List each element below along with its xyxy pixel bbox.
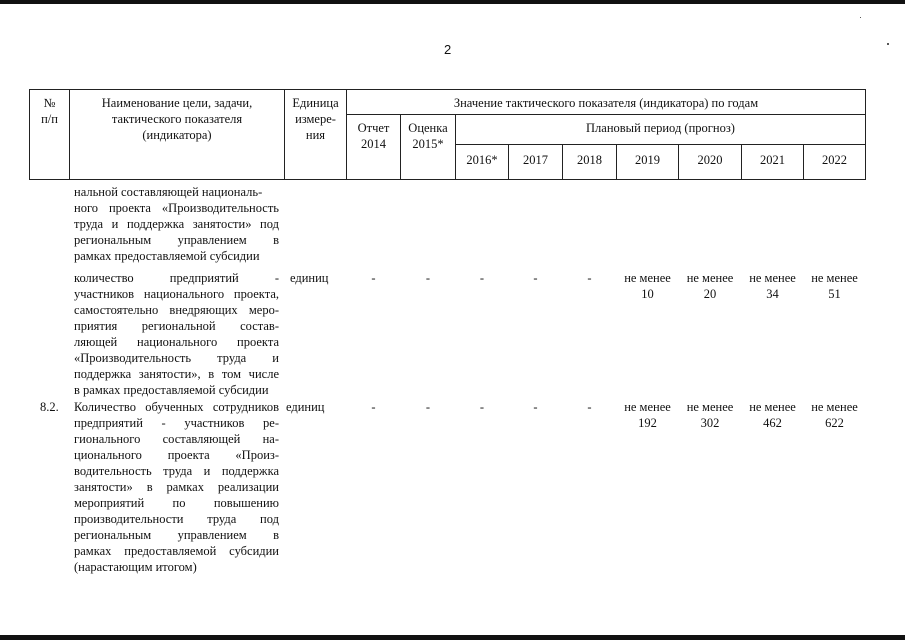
header-year: 2019 <box>635 153 660 167</box>
row-value-2021: не менее 462 <box>749 400 796 430</box>
row-name-line: поддержка занятости», в том числе <box>74 367 279 381</box>
header-num: № п/п <box>41 96 58 126</box>
row-value-2021: не менее 34 <box>749 271 796 301</box>
row-value-2022: не менее 51 <box>811 271 858 301</box>
row-name-line: региональным управлением в <box>74 528 279 542</box>
row-name-line: участников национального проекта, <box>74 287 279 301</box>
fragment-line: труда и поддержка занятости» под <box>74 217 279 231</box>
header-year: 2017 <box>523 153 548 167</box>
header-year: 2020 <box>697 153 723 167</box>
header-year: 2021 <box>760 153 785 167</box>
row-unit: единиц <box>290 271 329 285</box>
row-value-dash: - <box>425 400 431 414</box>
header-year: 2018 <box>577 153 602 167</box>
row-value-2020: не менее 20 <box>686 271 734 301</box>
row-name-line: производительности труда под <box>74 512 279 526</box>
row-name-line: гионального составляющей на- <box>74 432 279 446</box>
row-name-line: «Производительность труда и <box>74 351 279 365</box>
row-value-dash: - <box>533 400 538 414</box>
fragment-line: нальной составляющей националь- <box>74 185 263 199</box>
row-unit: единиц <box>286 400 325 414</box>
row-name-line: предприятий - участников ре- <box>74 416 279 430</box>
header-plan-period: Плановый период (прогноз) <box>586 121 735 135</box>
header-estimate-2015: Оценка 2015* <box>408 121 448 151</box>
fragment-line: ного проекта «Производительность <box>74 201 279 215</box>
row-name-line: занятости» в рамках реализации <box>74 480 279 494</box>
row-name-line: самостоятельно внедряющих меро- <box>74 303 279 317</box>
row-name-line: рамках предоставляемой субсидии <box>74 544 279 558</box>
page-number: 2 <box>444 42 452 57</box>
row-name-line: ляющей национального проекта <box>74 335 279 349</box>
row-name-line: в рамках предоставляемой субсидии <box>74 383 269 397</box>
row-name-line: ционального проекта «Произ- <box>74 448 279 462</box>
row-value-2022: не менее 622 <box>811 400 858 430</box>
fragment-line: региональным управлением в <box>74 233 279 247</box>
row-value-2020: не менее 302 <box>686 400 734 430</box>
header-name: Наименование цели, задачи, тактического показателя (индикатора) <box>101 96 253 142</box>
row-name-line: приятия региональной состав- <box>74 319 279 333</box>
header-year: 2016* <box>466 153 498 167</box>
row-name-line: количество предприятий - <box>74 271 279 285</box>
row-value-dash: - <box>587 400 592 414</box>
fragment-line: рамках предоставляемой субсидии <box>74 249 260 263</box>
row-value-dash: - <box>587 271 592 285</box>
row-value-2019: не менее 10 <box>624 271 671 301</box>
row-name-line: (нарастающим итогом) <box>74 560 197 574</box>
row-value-dash: - <box>371 400 376 414</box>
header-unit: Единица измере- ния <box>292 96 339 142</box>
row-value-dash: - <box>479 400 485 414</box>
row-name-line: Количество обученных сотрудников <box>74 400 279 414</box>
header-report-2014: Отчет 2014 <box>357 121 390 151</box>
row-value-dash: - <box>425 271 431 285</box>
row-value-dash: - <box>371 271 376 285</box>
row-value-dash: - <box>479 271 485 285</box>
row-value-dash: - <box>533 271 538 285</box>
header-values-group: Значение тактического показателя (индикатора) по годам <box>453 96 759 110</box>
row-name-line: водительность труда и поддержка <box>74 464 279 478</box>
header-year: 2022 <box>822 153 847 167</box>
row-name-line: мероприятий по повышению <box>74 496 279 510</box>
row-value-2019: не менее 192 <box>624 400 671 430</box>
row-number: 8.2. <box>40 400 59 414</box>
